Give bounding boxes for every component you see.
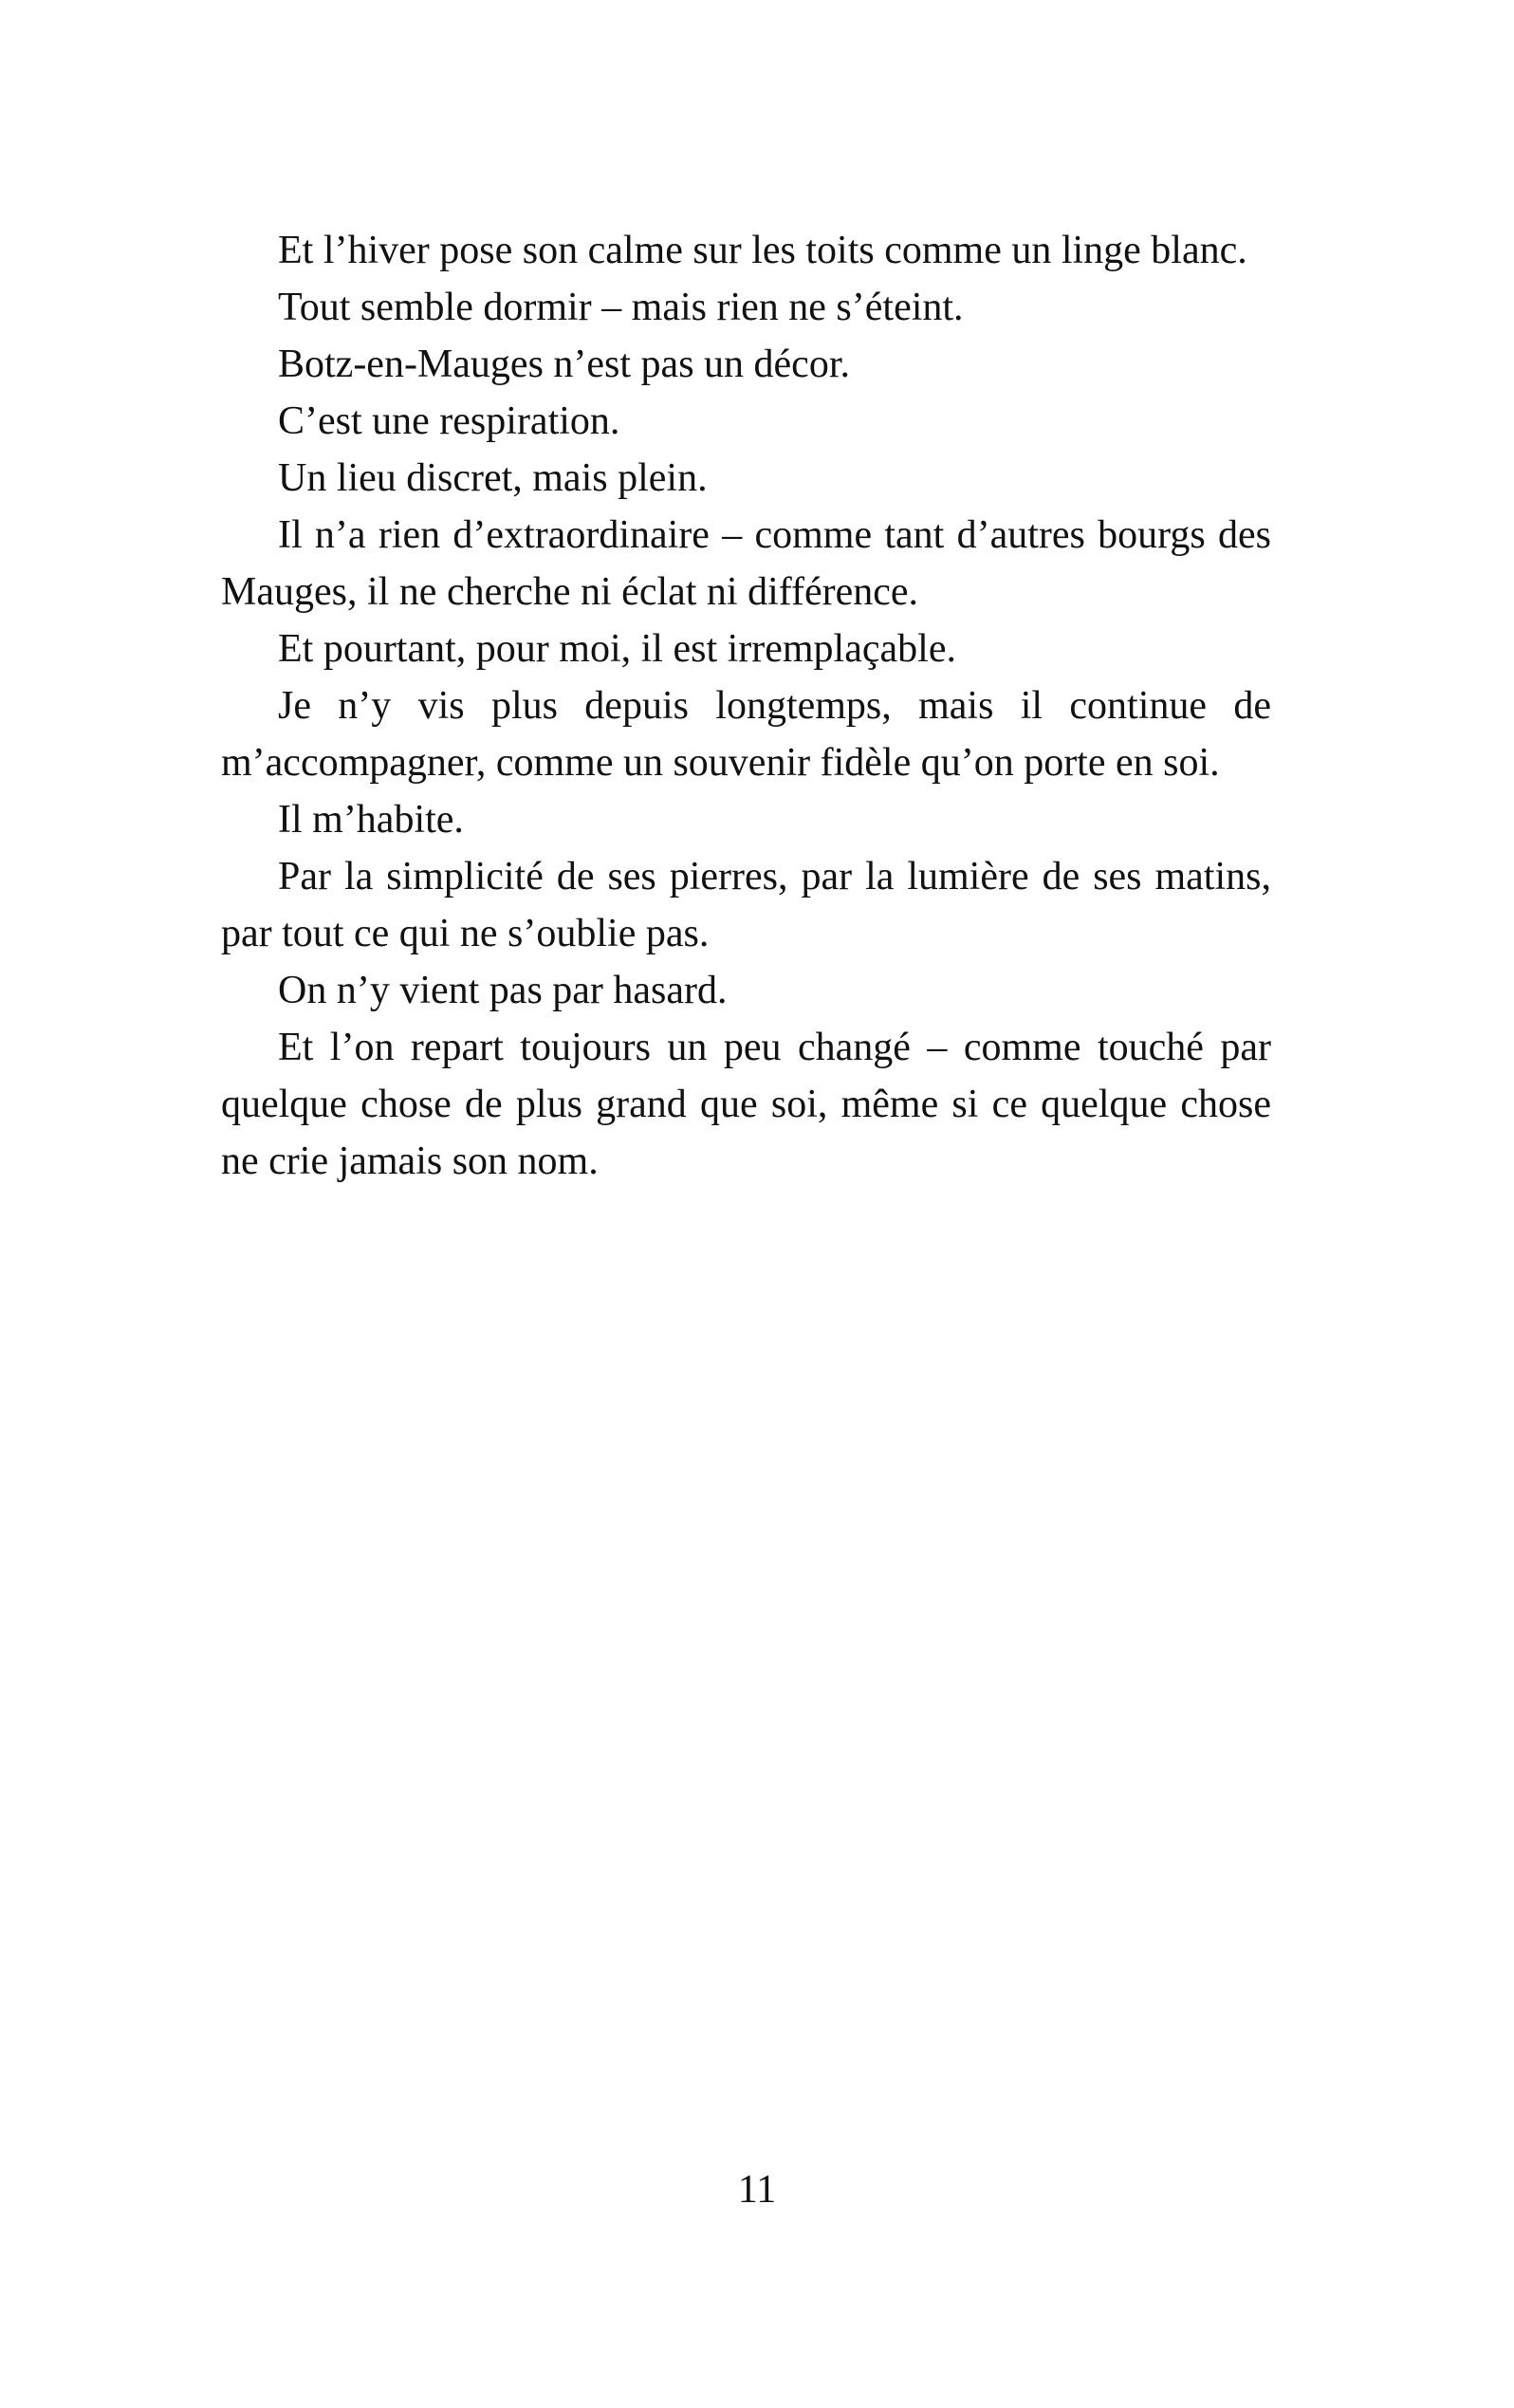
- paragraph: Et pourtant, pour moi, il est irremplaçable.: [278, 627, 956, 671]
- page-number: 11: [737, 2168, 777, 2212]
- paragraph: Et l’on repart toujours un peu changé – comme touché par quelque chose de plus grand que soi, même si ce quelque chose ne crie jamais son nom.: [221, 1026, 1271, 1183]
- paragraph: Il m’habite.: [278, 798, 464, 842]
- paragraph: Il n’a rien d’extraordinaire – comme tant d’autres bourgs des Mauges, il ne cherche ni éclat ni différence.: [221, 513, 1271, 614]
- body-text: [221, 222, 1271, 1190]
- paragraph: Botz-en-Mauges n’est pas un décor.: [278, 343, 850, 386]
- paragraph: Je n’y vis plus depuis longtemps, mais il continue de m’accompagner, comme un souvenir fidèle qu’on porte en soi.: [221, 684, 1271, 785]
- paragraph: On n’y vient pas par hasard.: [278, 969, 728, 1012]
- paragraph: Un lieu discret, mais plein.: [278, 456, 708, 500]
- paragraph: C’est une respiration.: [278, 399, 620, 443]
- paragraph: Tout semble dormir – mais rien ne s’éteint.: [278, 286, 964, 329]
- paragraph: Et l’hiver pose son calme sur les toits comme un linge blanc.: [278, 229, 1247, 272]
- paragraph: Par la simplicité de ses pierres, par la lumière de ses matins, par tout ce qui ne s’oublie pas.: [221, 855, 1271, 955]
